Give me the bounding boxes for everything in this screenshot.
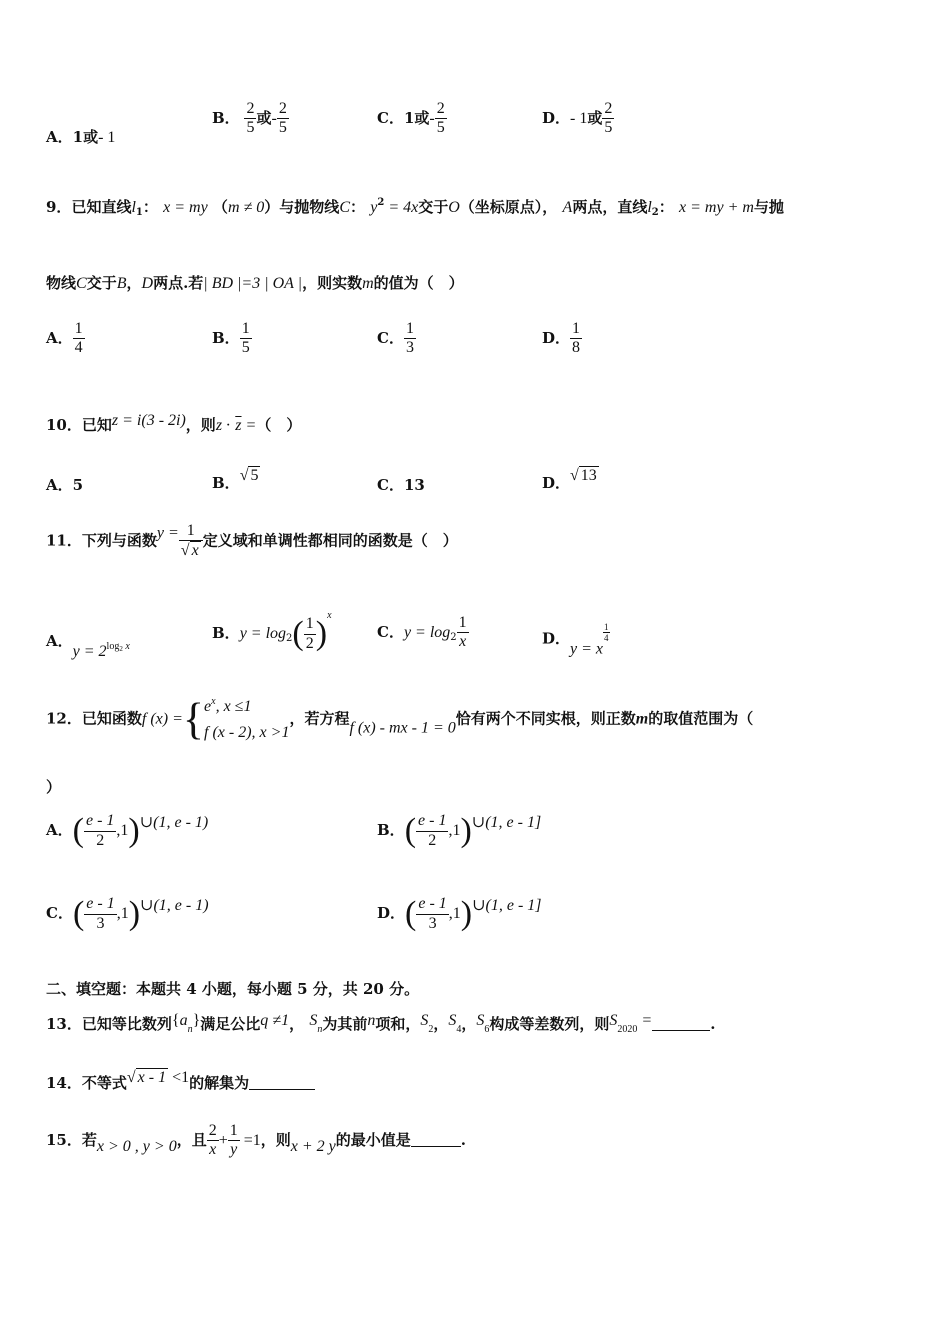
math: f (x) - mx - 1 = 0 (349, 719, 456, 737)
or-text: 或 (587, 108, 603, 127)
subscript: 2 (119, 645, 123, 653)
answer-blank[interactable] (652, 1016, 710, 1031)
q12-line-1: 12．已知函数f (x) ={ $e^x$, x ≤1 f (x - 2), x >1 ，若方程f (x) - mx - 1 = 0恰有两个不同实根，则正数m的取值范围为（ (46, 694, 754, 744)
option-label: B． (377, 821, 405, 839)
text: ： (658, 198, 674, 216)
q12-option-d: D．( $\frac{e - 1}{3}$ ,1)∪(1, e - 1] (377, 895, 542, 932)
question-number: 14． (46, 1074, 82, 1092)
q12-option-a: A．( $\frac{e - 1}{2}$ ,1)∪(1, e - 1) (46, 812, 209, 849)
superscript: x (327, 610, 332, 621)
math: y = log (403, 623, 451, 641)
text: 构成等差数列，则 (489, 1015, 610, 1033)
fraction: $\frac{1}{√ x}$ (179, 522, 203, 561)
text: 的取值范围为（ (648, 709, 754, 728)
math: C (76, 275, 87, 292)
superscript: log (106, 641, 120, 652)
q10-option-d: D．√ 13 (542, 467, 597, 492)
text: ， (126, 274, 142, 292)
option-text: 1或 (403, 108, 430, 127)
q8-option-a (46, 126, 115, 147)
q10-option-b: B．√ 5 (212, 467, 259, 492)
fraction: $\frac{e - 1}{2}$ (85, 812, 115, 849)
option-label: A． (46, 476, 73, 494)
q9-option-b (212, 320, 252, 358)
math: S (420, 1012, 429, 1029)
text: ： (349, 198, 365, 216)
subscript: 1 (135, 207, 143, 218)
text: 的最小值是 (335, 1130, 411, 1149)
option-label: C． (46, 904, 73, 922)
option-label: D． (542, 108, 571, 127)
q10-option-a (46, 474, 83, 495)
math: y = (156, 524, 179, 542)
text: ，则 (260, 1130, 291, 1149)
text: （坐标原点）， (459, 198, 558, 216)
text: 交于 (86, 274, 117, 292)
fraction: $\frac{1}{y}$ (229, 1122, 238, 1159)
text: ，则实数 (302, 274, 363, 292)
subscript: 2 (450, 631, 457, 643)
math: x > 0 , y > 0 (96, 1137, 177, 1155)
option-value: 13 (403, 476, 425, 494)
math: z · (215, 417, 231, 434)
math: = (241, 417, 257, 434)
math: S (448, 1012, 457, 1029)
math: ∪(1, e - 1] (471, 814, 542, 831)
q10-option-c (377, 474, 425, 495)
option-label: D． (377, 904, 406, 922)
math: ,1 (448, 822, 461, 839)
math: y = x (570, 640, 604, 658)
superscript-fraction: $\frac{1}{4}$ (604, 622, 609, 644)
math: D (141, 275, 154, 292)
text: 定义域和单调性都相同的函数是（ ） (202, 531, 458, 550)
math: ∪(1, e - 1) (140, 897, 209, 914)
text: 已知直线 (71, 198, 132, 216)
fraction: $\frac{2}{5}$ (604, 100, 613, 137)
minus-sign: - (429, 109, 435, 127)
math: ,1 (116, 822, 129, 839)
option-value: 5 (72, 476, 84, 494)
option-label: D． (542, 474, 571, 492)
piecewise-cases: $e^x$, x ≤1 f (x - 2), x >1 (204, 696, 290, 741)
q9-line-1 (46, 196, 784, 218)
option-label: B． (212, 108, 240, 127)
fraction: $\frac{1}{8}$ (572, 320, 581, 357)
q12-line-2 (46, 776, 61, 797)
text: 项和， (375, 1015, 421, 1033)
text: 恰有两个不同实根，则正数 (455, 709, 636, 728)
q11-option-a (46, 630, 130, 661)
q9-line-2 (46, 272, 464, 293)
text: 交于 (418, 198, 449, 216)
fraction: $\frac{e - 1}{3}$ (418, 895, 447, 932)
text: ） (46, 778, 62, 796)
option-label: B． (212, 328, 240, 347)
text: 与抛物线 (279, 198, 340, 216)
math: z = i(3 - 2i) (111, 412, 186, 429)
q12-option-c: C．( $\frac{e - 1}{3}$ ,1)∪(1, e - 1) (46, 895, 209, 932)
math: y = log (239, 625, 287, 642)
option-label: C． (377, 328, 404, 347)
math: <1 (168, 1069, 190, 1086)
text: 已知 (81, 416, 112, 434)
q12-option-b: B．( $\frac{e - 1}{2}$ ,1)∪(1, e - 1] (377, 812, 542, 849)
fraction: $\frac{1}{4}$ (74, 320, 83, 357)
or-text: 或 (256, 108, 272, 127)
math: m (362, 275, 374, 292)
option-math: - 1 (98, 129, 116, 146)
text: 与抛 (753, 198, 784, 216)
q15-line: 15．若x > 0 , y > 0，且 $\frac{2}{x}$ + $\frac{1}{y}$ =1，则x + 2 y的最小值是 . (46, 1122, 467, 1159)
answer-blank[interactable] (411, 1132, 461, 1147)
text: 的解集为 (189, 1074, 250, 1092)
math: = 4x (384, 199, 419, 216)
math: x + 2 y (290, 1137, 336, 1155)
math: A (562, 199, 573, 216)
radicand: 5 (250, 467, 259, 484)
fraction: $\frac{1}{x}$ (458, 614, 467, 651)
option-label: C． (377, 108, 404, 127)
option-label: A． (46, 632, 73, 650)
math: l (131, 199, 136, 216)
option-label: C． (377, 622, 404, 641)
text: 为其前 (322, 1015, 368, 1033)
text: 两点，直线 (572, 198, 648, 216)
question-number: 13． (46, 1015, 82, 1033)
fraction: $\frac{e - 1}{3}$ (86, 895, 115, 932)
q13-line: 13．已知等比数列$\{a_n\}$满足公比q ≠1， $S_n$为其前n项和，$S_2$，$S_4$，$S_6$构成等差数列，则$S_{2020}$ = . (46, 1012, 716, 1035)
text: ， (289, 1015, 305, 1033)
text: 下列与函数 (81, 531, 157, 550)
text: 已知函数 (81, 709, 142, 728)
text: 物线 (46, 274, 77, 292)
text: （ ） (256, 416, 302, 434)
math: n (367, 1012, 376, 1029)
math: x = my (163, 199, 208, 216)
text: ，若方程 (289, 709, 350, 728)
radicand: x - 1 (137, 1069, 167, 1086)
q11-option-b: B．$y = \log_2$( $\frac{1}{2}$ )$^x$ (212, 610, 332, 652)
math: C (339, 199, 350, 216)
math: S (609, 1012, 618, 1029)
option-label: A． (46, 328, 73, 347)
math: y (370, 199, 378, 216)
math: ∪(1, e - 1] (472, 897, 542, 914)
subscript: 2 (651, 207, 659, 218)
math: S (309, 1012, 318, 1029)
question-number: 12． (46, 709, 82, 728)
question-number: 11． (46, 531, 82, 550)
text: 两点.若 (153, 274, 204, 292)
math: f (x) = (141, 710, 183, 728)
q11-option-c (377, 614, 469, 652)
math: m ≠ 0 (227, 199, 265, 216)
q14-line: 14．不等式√ x - 1 <1的解集为 (46, 1068, 315, 1093)
fraction: $\frac{2}{5}$ (246, 100, 255, 137)
option-label: D． (542, 328, 571, 347)
q10-line (46, 412, 301, 435)
text: ： (142, 198, 158, 216)
radicand: 13 (580, 467, 597, 484)
text: 的值为（ ） (373, 274, 464, 292)
option-math: - 1 (570, 109, 588, 127)
minus-sign: - (271, 109, 277, 127)
text: ，且 (176, 1130, 207, 1149)
math: O (448, 199, 460, 216)
fraction: $\frac{e - 1}{2}$ (418, 812, 447, 849)
text: 已知等比数列 (81, 1015, 172, 1033)
fraction: $\frac{1}{2}$ (305, 615, 314, 652)
option-label: A． (46, 821, 73, 839)
superscript: x (122, 641, 130, 652)
fraction: $\frac{2}{5}$ (278, 100, 287, 137)
math: x = my + m (679, 199, 754, 216)
math: B (116, 275, 127, 292)
math: ∪(1, e - 1) (139, 814, 209, 831)
text: 若 (81, 1130, 97, 1149)
math: | BD |=3 | OA | (203, 275, 303, 292)
fraction: $\frac{1}{3}$ (405, 320, 414, 357)
q9-option-d (542, 320, 582, 358)
q9-option-c (377, 320, 416, 358)
text: （ (212, 198, 228, 216)
math: q ≠1 (260, 1012, 290, 1029)
math: a (179, 1012, 188, 1029)
text: 不等式 (81, 1074, 127, 1092)
q8-option-c (377, 100, 447, 138)
superscript: 2 (377, 197, 385, 208)
text: ，则 (185, 416, 216, 434)
option-label: C． (377, 476, 404, 494)
math: =1 (239, 1131, 261, 1149)
text: 满足公比 (200, 1015, 261, 1033)
q8-option-b (212, 100, 289, 138)
question-number: 15． (46, 1130, 82, 1149)
fraction: $\frac{2}{5}$ (436, 100, 445, 137)
math: S (476, 1012, 485, 1029)
q11-line (46, 522, 458, 561)
option-text: 1或 (72, 128, 99, 146)
subscript: 2 (286, 633, 293, 644)
fraction: $\frac{1}{5}$ (241, 320, 250, 357)
section-heading: 二、填空题：本题共 4 小题，每小题 5 分，共 20 分。 (46, 980, 420, 998)
math: y = 2 (72, 643, 107, 660)
option-label: D． (542, 629, 571, 648)
option-label: A． (46, 128, 73, 146)
math: $\overline{z}$ (235, 417, 242, 434)
question-number: 9． (46, 198, 72, 216)
q8-option-d (542, 100, 614, 138)
option-label: B． (212, 624, 240, 642)
answer-blank[interactable] (249, 1075, 315, 1090)
question-number: 10． (46, 416, 82, 434)
math: l (647, 199, 652, 216)
q9-option-a (46, 320, 85, 358)
option-label: B． (212, 474, 240, 492)
math: ,1 (448, 905, 461, 922)
fraction: $\frac{2}{x}$ (208, 1122, 217, 1159)
math: ,1 (116, 905, 129, 922)
q11-option-d (542, 622, 610, 658)
text: ） (264, 198, 280, 216)
math: m (635, 710, 649, 728)
